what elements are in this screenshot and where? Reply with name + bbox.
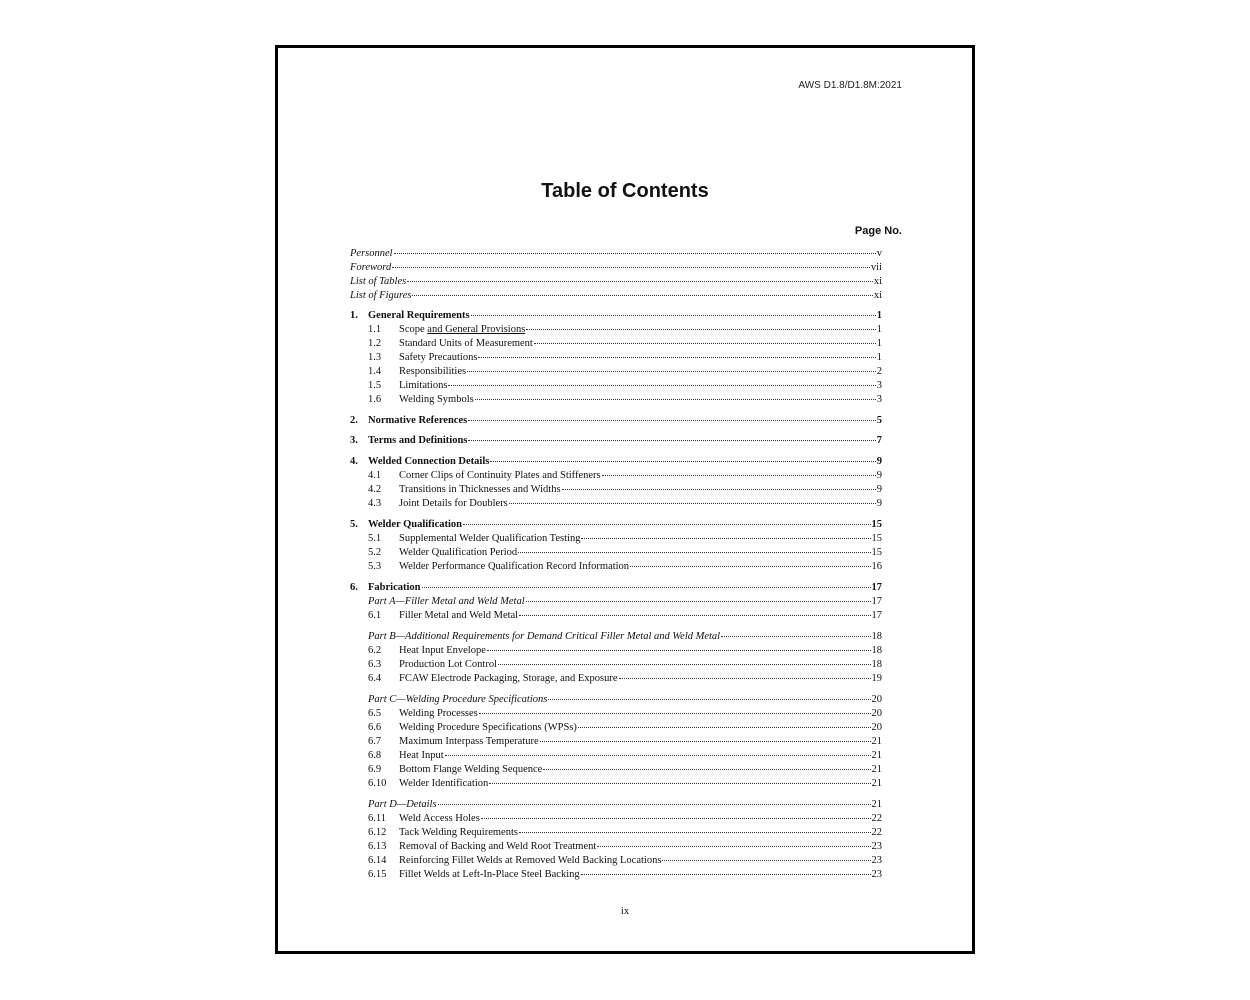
section-title: Welding Processes xyxy=(399,708,478,719)
toc-page-number: 22 xyxy=(871,827,882,838)
toc-entry-label: Personnel xyxy=(350,248,393,259)
toc-section-1-6[interactable] xyxy=(350,391,882,405)
dot-leader xyxy=(394,243,876,254)
page-title: Table of Contents xyxy=(541,180,709,202)
toc-page-number: 19 xyxy=(871,673,882,684)
dot-leader xyxy=(481,808,871,819)
toc-entry-label: List of Figures xyxy=(350,290,412,301)
section-number: 5.2 xyxy=(368,547,382,558)
toc-page-number: 17 xyxy=(871,596,882,607)
chapter-title: Terms and Definitions xyxy=(368,435,468,446)
toc-page-number: 9 xyxy=(876,484,882,495)
page-number-footer: ix xyxy=(620,906,630,917)
toc-page-number: 18 xyxy=(871,631,882,642)
section-title: Heat Input Envelope xyxy=(399,645,486,656)
toc-page-number: 21 xyxy=(871,736,882,747)
section-title: Joint Details for Doublers xyxy=(399,498,508,509)
section-number: 4.3 xyxy=(368,498,382,509)
toc-page-number: 9 xyxy=(876,456,882,467)
page-no-column-header: Page No. xyxy=(854,225,902,237)
toc-section-6-15[interactable] xyxy=(350,866,882,880)
chapter-title: General Requirements xyxy=(368,310,470,321)
section-title: Welder Performance Qualification Record Information xyxy=(399,561,630,572)
section-title: Welder Identification xyxy=(399,778,489,789)
toc-page-number: 18 xyxy=(871,659,882,670)
dot-leader xyxy=(543,759,870,770)
toc-page-number: 3 xyxy=(876,394,882,405)
chapter-number: 1. xyxy=(350,310,358,321)
dot-leader xyxy=(448,375,875,386)
toc-page-number: 17 xyxy=(871,582,882,593)
toc-page-number: 3 xyxy=(876,380,882,391)
part-title: Part C—Welding Procedure Specifications xyxy=(368,694,548,705)
section-number: 4.2 xyxy=(368,484,382,495)
dot-leader xyxy=(630,556,870,567)
section-title: Reinforcing Fillet Welds at Removed Weld Backing Locations xyxy=(399,855,662,866)
dot-leader xyxy=(445,745,871,756)
section-title: FCAW Electrode Packaging, Storage, and Exposure xyxy=(399,673,618,684)
chapter-title: Welder Qualification xyxy=(368,519,463,530)
section-title: Responsibilities xyxy=(399,366,467,377)
toc-page-number: v xyxy=(876,248,882,259)
section-title: Corner Clips of Continuity Plates and Stiffeners xyxy=(399,470,601,481)
section-number: 6.5 xyxy=(368,708,382,719)
toc-page-number: 21 xyxy=(871,778,882,789)
dot-leader xyxy=(467,361,876,372)
toc-page-number: 15 xyxy=(871,533,882,544)
chapter-title: Normative References xyxy=(368,415,468,426)
toc-page-number: 23 xyxy=(871,841,882,852)
section-title: Tack Welding Requirements xyxy=(399,827,518,838)
standard-id: AWS D1.8/D1.8M:2021 xyxy=(798,80,902,91)
section-title: Standard Units of Measurement xyxy=(399,338,533,349)
dot-leader xyxy=(498,654,871,665)
dot-leader xyxy=(468,410,876,421)
section-number: 6.3 xyxy=(368,659,382,670)
dot-leader xyxy=(597,836,870,847)
dot-leader xyxy=(475,389,876,400)
dot-leader xyxy=(721,626,870,637)
toc-page-number: vii xyxy=(870,262,882,273)
section-number: 6.6 xyxy=(368,722,382,733)
dot-leader xyxy=(526,319,875,330)
section-number: 6.2 xyxy=(368,645,382,656)
chapter-number: 2. xyxy=(350,415,358,426)
dot-leader xyxy=(478,347,875,358)
dot-leader xyxy=(487,640,871,651)
toc-page-number: 7 xyxy=(876,435,882,446)
section-number: 4.1 xyxy=(368,470,382,481)
toc-entry-label: Foreword xyxy=(350,262,392,273)
chapter-title: Welded Connection Details xyxy=(368,456,490,467)
section-title: Production Lot Control xyxy=(399,659,497,670)
dot-leader xyxy=(519,605,870,616)
section-number: 1.2 xyxy=(368,338,382,349)
toc-chapter-3[interactable] xyxy=(350,432,882,446)
section-number: 5.3 xyxy=(368,561,382,572)
chapter-number: 4. xyxy=(350,456,358,467)
section-number: 6.10 xyxy=(368,778,387,789)
section-number: 6.15 xyxy=(368,869,387,880)
section-title: Scope and General Provisions xyxy=(399,324,526,335)
section-number: 6.4 xyxy=(368,673,382,684)
dot-leader xyxy=(526,591,871,602)
toc-page-number: 5 xyxy=(876,415,882,426)
section-number: 6.1 xyxy=(368,610,382,621)
section-title: Weld Access Holes xyxy=(399,813,480,824)
dot-leader xyxy=(509,493,876,504)
toc-page-number: 1 xyxy=(876,338,882,349)
dot-leader xyxy=(490,451,875,462)
toc-page-number: 23 xyxy=(871,855,882,866)
dot-leader xyxy=(534,333,876,344)
toc-entry-label: List of Tables xyxy=(350,276,407,287)
toc-page-number: 1 xyxy=(876,352,882,363)
dot-leader xyxy=(412,285,872,296)
section-number: 1.3 xyxy=(368,352,382,363)
toc-page-number: 16 xyxy=(871,561,882,572)
dot-leader xyxy=(407,271,873,282)
dot-leader xyxy=(471,305,876,316)
dot-leader xyxy=(468,430,875,441)
section-number: 1.6 xyxy=(368,394,382,405)
chapter-number: 3. xyxy=(350,435,358,446)
section-title: Safety Precautions xyxy=(399,352,478,363)
dot-leader xyxy=(602,465,876,476)
dot-leader xyxy=(392,257,870,268)
section-title: Maximum Interpass Temperature xyxy=(399,736,539,747)
toc-page-number: 20 xyxy=(871,708,882,719)
toc-page-number: 18 xyxy=(871,645,882,656)
table-of-contents xyxy=(350,245,882,880)
toc-page-number: 21 xyxy=(871,799,882,810)
dot-leader xyxy=(548,689,870,700)
section-title: Transitions in Thicknesses and Widths xyxy=(399,484,561,495)
section-number: 6.12 xyxy=(368,827,387,838)
toc-section-6-10[interactable] xyxy=(350,775,882,789)
section-number: 6.13 xyxy=(368,841,387,852)
section-title: Supplemental Welder Qualification Testing xyxy=(399,533,581,544)
section-number: 6.14 xyxy=(368,855,387,866)
toc-section-6-4[interactable] xyxy=(350,670,882,684)
dot-leader xyxy=(578,717,871,728)
toc-page-number: 9 xyxy=(876,498,882,509)
dot-leader xyxy=(479,703,871,714)
dot-leader xyxy=(518,542,870,553)
chapter-number: 5. xyxy=(350,519,358,530)
section-title: Removal of Backing and Weld Root Treatment xyxy=(399,841,597,852)
section-number: 1.4 xyxy=(368,366,382,377)
chapter-title: Fabrication xyxy=(368,582,421,593)
section-title: Limitations xyxy=(399,380,448,391)
toc-page-number: 1 xyxy=(876,324,882,335)
toc-entry-list-of-figures[interactable] xyxy=(350,287,882,301)
dot-leader xyxy=(489,773,870,784)
document-page xyxy=(275,45,975,954)
toc-section-5-3[interactable] xyxy=(350,558,882,572)
toc-page-number: 9 xyxy=(876,470,882,481)
toc-page-number: xi xyxy=(873,276,882,287)
dot-leader xyxy=(662,850,870,861)
section-number: 6.7 xyxy=(368,736,382,747)
section-number: 6.9 xyxy=(368,764,382,775)
underlined-text: and General Provisions xyxy=(427,324,526,335)
toc-chapter-2[interactable] xyxy=(350,412,882,426)
toc-page-number: 22 xyxy=(871,813,882,824)
section-title: Fillet Welds at Left-In-Place Steel Backing xyxy=(399,869,580,880)
section-number: 6.8 xyxy=(368,750,382,761)
dot-leader xyxy=(540,731,871,742)
section-title: Welding Procedure Specifications (WPSs) xyxy=(399,722,577,733)
toc-page-number: 23 xyxy=(871,869,882,880)
toc-section-6-1[interactable] xyxy=(350,607,882,621)
toc-page-number: 20 xyxy=(871,722,882,733)
dot-leader xyxy=(581,864,871,875)
dot-leader xyxy=(562,479,876,490)
dot-leader xyxy=(438,794,871,805)
part-title: Part B—Additional Requirements for Demand Critical Filler Metal and Weld Metal xyxy=(368,631,721,642)
part-title: Part D—Details xyxy=(368,799,437,810)
toc-page-number: 21 xyxy=(871,750,882,761)
section-number: 1.1 xyxy=(368,324,382,335)
toc-page-number: 2 xyxy=(876,366,882,377)
section-title: Bottom Flange Welding Sequence xyxy=(399,764,543,775)
dot-leader xyxy=(619,668,871,679)
dot-leader xyxy=(581,528,870,539)
toc-page-number: 15 xyxy=(871,547,882,558)
toc-page-number: 21 xyxy=(871,764,882,775)
toc-page-number: 17 xyxy=(871,610,882,621)
part-title: Part A—Filler Metal and Weld Metal xyxy=(368,596,525,607)
dot-leader xyxy=(422,577,871,588)
section-title: Welder Qualification Period xyxy=(399,547,518,558)
toc-page-number: 20 xyxy=(871,694,882,705)
section-number: 1.5 xyxy=(368,380,382,391)
chapter-number: 6. xyxy=(350,582,358,593)
section-title: Heat Input xyxy=(399,750,444,761)
toc-page-number: 15 xyxy=(871,519,882,530)
dot-leader xyxy=(519,822,871,833)
dot-leader xyxy=(463,514,870,525)
section-number: 6.11 xyxy=(368,813,386,824)
toc-page-number: xi xyxy=(873,290,882,301)
toc-section-4-3[interactable] xyxy=(350,495,882,509)
section-title: Welding Symbols xyxy=(399,394,474,405)
toc-page-number: 1 xyxy=(876,310,882,321)
section-number: 5.1 xyxy=(368,533,382,544)
section-title: Filler Metal and Weld Metal xyxy=(399,610,519,621)
